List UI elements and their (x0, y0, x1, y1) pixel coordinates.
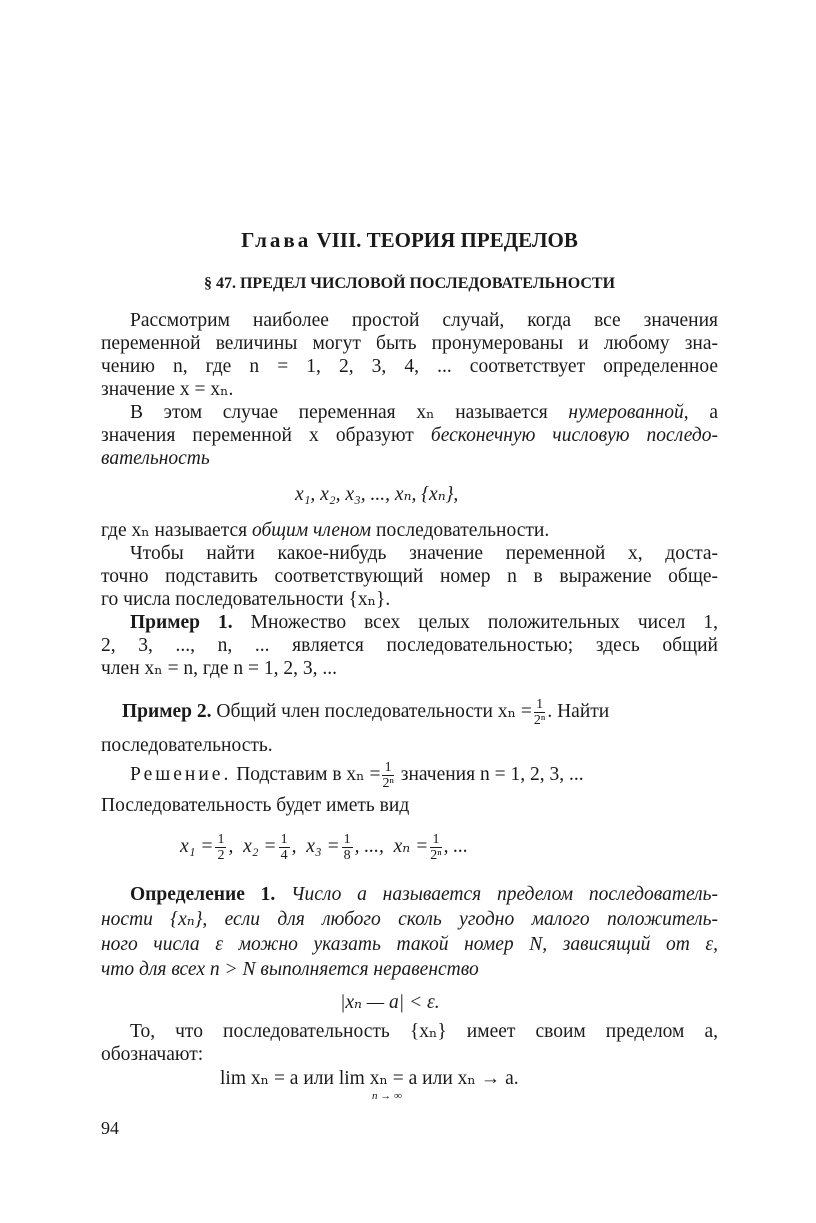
para2-line3: вательность (101, 448, 210, 469)
example1-line1: Пример 1. Множество всех целых положительных чисел 1, (130, 612, 718, 633)
fraction-1: $\frac{1}{2}$ (217, 832, 225, 863)
fraction-2: $\frac{1}{4}$ (280, 832, 288, 863)
para5-line1: То, что последовательность {xₙ} имеет своим пределом a, (130, 1021, 718, 1042)
para3-line: где xₙ называется общим членом последовательности. (101, 520, 550, 541)
solution-formula: x₁ = $\frac{1}{2}$ , x₂ = $\frac{1}{4}$ , x₃ = $\frac{1}{8}$ , ..., xₙ = $\frac{1}{\text{2ⁿ}}$ , ... (180, 832, 469, 863)
solution-fraction: $\frac{1}{\text{2ⁿ}}$ (382, 760, 394, 791)
fraction-4: $\frac{1}{\text{2ⁿ}}$ (430, 832, 442, 863)
para5-line2: обозначают: (101, 1044, 204, 1065)
para2-line1: В этом случае переменная xₙ называется нумерованной, а (130, 402, 719, 423)
solution-line1: Решение. Подставим в xₙ = $\frac{1}{\text{2ⁿ}}$ значения n = 1, 2, 3, ... (130, 760, 584, 791)
para1-line3: чению n, где n = 1, 2, 3, 4, ... соответствует определенное (101, 356, 718, 377)
definition1-line2: ности {xₙ}, если для любого сколь угодно малого положитель- (101, 909, 718, 930)
para4-line1: Чтобы найти какое-нибудь значение переменной x, доста- (130, 543, 718, 564)
para4-line2: точно подставить соответствующий номер n в выражение обще- (101, 566, 718, 587)
inequality-formula: |xₙ — a| < ε. (340, 992, 440, 1013)
example2-fraction: $\frac{1}{\text{2ⁿ}}$ (533, 697, 546, 728)
page-number: 94 (101, 1118, 119, 1138)
fraction-3: $\frac{1}{8}$ (343, 832, 351, 863)
para4-line3: го числа последовательности {xₙ}. (101, 589, 391, 610)
definition1-line3: ного числа ε можно указать такой номер N, зависящий от ε, (101, 934, 718, 955)
solution-line2: Последовательность будет иметь вид (101, 795, 410, 816)
limit-subscript: n → ∞ (372, 1090, 402, 1102)
example1-line2: 2, 3, ..., n, ... является последовательностью; здесь общий (101, 635, 718, 656)
para2-line2: значения переменной x образуют бесконечную числовую последо- (101, 425, 718, 446)
para1-line4: значение x = xₙ. (101, 379, 234, 400)
example2-line2: последовательность. (101, 735, 273, 756)
section-title: § 47. ПРЕДЕЛ ЧИСЛОВОЙ ПОСЛЕДОВАТЕЛЬНОСТИ (203, 275, 616, 292)
example2-line1: Пример 2. Общий член последовательности xₙ = $\frac{1}{\text{2ⁿ}}$ . Найти (122, 697, 610, 728)
definition1-line4: что для всех n > N выполняется неравенство (101, 959, 479, 980)
sequence-formula: x₁, x₂, x₃, ..., xₙ, {xₙ}, (295, 484, 459, 505)
para1-line2: переменной величины могут быть пронумерованы и любому зна- (101, 333, 718, 354)
para1-line1: Рассмотрим наиболее простой случай, когда все значения (130, 310, 718, 331)
definition1-line1: Определение 1. Число a называется пределом последователь- (130, 884, 718, 905)
example1-line3: член xₙ = n, где n = 1, 2, 3, ... (101, 658, 338, 679)
limit-formula: lim xₙ = a или lim xₙ = a или xₙ → a. (220, 1068, 519, 1089)
chapter-title: Глава VIII. ТЕОРИЯ ПРЕДЕЛОВ (241, 228, 578, 252)
